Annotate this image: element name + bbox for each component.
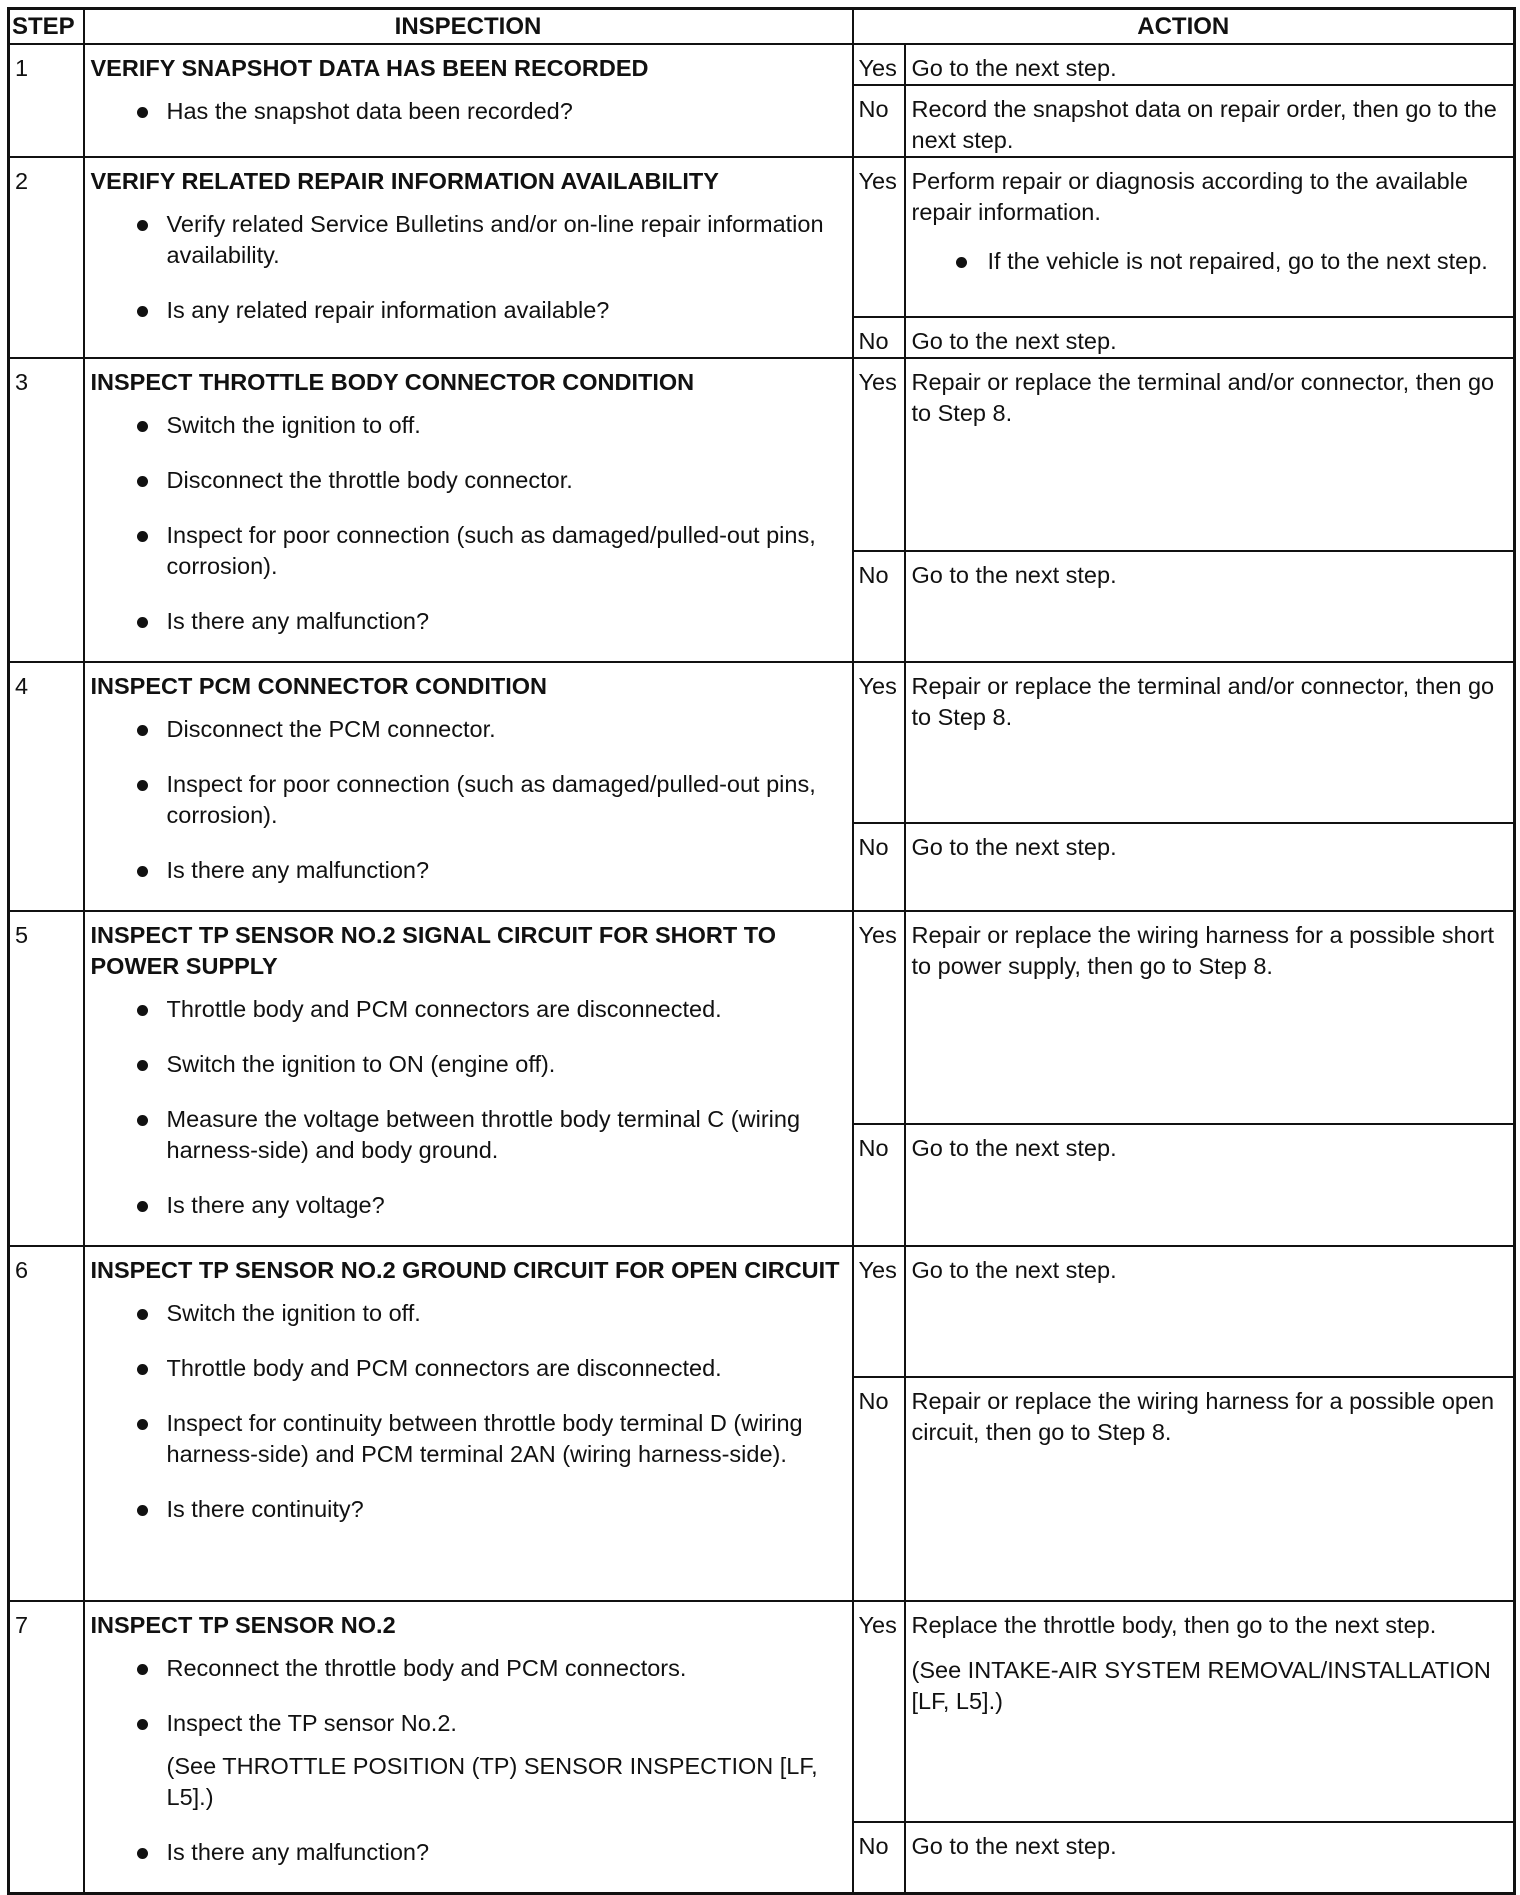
yes-action-cell (905, 1601, 1515, 1823)
inspection-bullet: Inspect for poor connection (such as damaged/pulled-out pins, corrosion). (91, 769, 842, 831)
inspection-bullet: Switch the ignition to off. (91, 1298, 842, 1329)
step-title: VERIFY RELATED REPAIR INFORMATION AVAILABILITY (90, 167, 719, 194)
bullet-icon (137, 1060, 148, 1071)
inspection-bullet: Throttle body and PCM connectors are disconnected. (91, 994, 842, 1025)
step-1-yes-row (9, 44, 1515, 85)
no-action: Repair or replace the wiring harness for a possible open circuit, then go to Step 8. (905, 1377, 1515, 1601)
bullet-icon (137, 1664, 148, 1675)
diagnostic-procedure-table (7, 7, 1516, 1895)
step-title: INSPECT PCM CONNECTOR CONDITION (90, 672, 548, 699)
bullet-icon (137, 1005, 148, 1016)
bullet-icon (137, 866, 148, 877)
yes-label: Yes (853, 911, 905, 1125)
inspection-bullet: Is there continuity? (91, 1494, 842, 1525)
inspection-bullet: Has the snapshot data been recorded? (91, 96, 842, 127)
step-number: 3 (9, 358, 84, 662)
inspection-bullet: Disconnect the PCM connector. (91, 714, 842, 745)
action-bullet: If the vehicle is not repaired, go to the next step. (912, 246, 1506, 277)
step-1-inspection (84, 44, 853, 157)
no-label: No (853, 85, 905, 157)
yes-action-cell (905, 157, 1515, 317)
yes-action: Repair or replace the terminal and/or connector, then go to Step 8. (905, 358, 1515, 551)
step-number: 5 (9, 911, 84, 1246)
step-4-inspection (84, 662, 853, 911)
inspection-bullet: Inspect the TP sensor No.2. (91, 1708, 842, 1739)
yes-action: Repair or replace the wiring harness for a possible short to power supply, then go to Step 8. (905, 911, 1515, 1125)
step-title: INSPECT TP SENSOR NO.2 SIGNAL CIRCUIT FOR SHORT TO POWER SUPPLY (90, 921, 776, 979)
bullet-icon (137, 1505, 148, 1516)
bullet-icon (137, 1719, 148, 1730)
step-number: 1 (9, 44, 84, 157)
inspection-bullet: Inspect for continuity between throttle body terminal D (wiring harness-side) and PCM terminal 2AN (wiring harness-side). (91, 1408, 842, 1470)
step-6-yes-row (9, 1246, 1515, 1377)
yes-action: Repair or replace the terminal and/or connector, then go to Step 8. (905, 662, 1515, 824)
no-action: Go to the next step. (905, 823, 1515, 910)
step-7-yes-row (9, 1601, 1515, 1823)
step-5-yes-row (9, 911, 1515, 1125)
step-5-inspection (84, 911, 853, 1246)
yes-label: Yes (853, 1601, 905, 1823)
step-2-yes-row (9, 157, 1515, 317)
inspection-bullet: Reconnect the throttle body and PCM connectors. (91, 1653, 842, 1684)
inspection-bullet: Measure the voltage between throttle body terminal C (wiring harness-side) and body ground. (91, 1104, 842, 1166)
step-title: INSPECT TP SENSOR NO.2 (90, 1611, 396, 1638)
header-action: ACTION (853, 9, 1515, 44)
inspection-bullet: Is there any malfunction? (91, 1837, 842, 1868)
no-label: No (853, 823, 905, 910)
step-number: 2 (9, 157, 84, 358)
yes-action: Go to the next step. (905, 44, 1515, 85)
bullet-icon (137, 1419, 148, 1430)
bullet-icon (137, 476, 148, 487)
step-6-inspection (84, 1246, 853, 1601)
yes-label: Yes (853, 157, 905, 317)
bullet-icon (137, 421, 148, 432)
no-label: No (853, 1822, 905, 1893)
step-number: 6 (9, 1246, 84, 1601)
header-inspection: INSPECTION (84, 9, 853, 44)
step-7-inspection (84, 1601, 853, 1894)
no-label: No (853, 1124, 905, 1245)
no-label: No (853, 317, 905, 358)
header-row (9, 9, 1515, 44)
inspection-bullet: Disconnect the throttle body connector. (91, 465, 842, 496)
yes-action: Replace the throttle body, then go to the next step. (911, 1611, 1437, 1638)
inspection-bullet: Is any related repair information available? (91, 295, 842, 326)
header-step: STEP (9, 9, 84, 44)
bullet-icon (137, 306, 148, 317)
bullet-icon (137, 220, 148, 231)
no-action: Go to the next step. (905, 551, 1515, 662)
no-label: No (853, 1377, 905, 1601)
yes-label: Yes (853, 662, 905, 824)
yes-action: Perform repair or diagnosis according to the available repair information. (911, 167, 1468, 225)
inspection-bullet: Is there any malfunction? (91, 855, 842, 886)
step-4-yes-row (9, 662, 1515, 824)
step-3-inspection (84, 358, 853, 662)
yes-action: Go to the next step. (905, 1246, 1515, 1377)
inspection-bullet: Inspect for poor connection (such as damaged/pulled-out pins, corrosion). (91, 520, 842, 582)
step-title: INSPECT THROTTLE BODY CONNECTOR CONDITION (90, 368, 695, 395)
inspection-bullet: Switch the ignition to ON (engine off). (91, 1049, 842, 1080)
step-number: 4 (9, 662, 84, 911)
bullet-icon (956, 257, 967, 268)
no-action: Record the snapshot data on repair order, then go to the next step. (905, 85, 1515, 157)
step-title: INSPECT TP SENSOR NO.2 GROUND CIRCUIT FOR OPEN CIRCUIT (90, 1256, 840, 1283)
step-2-inspection (84, 157, 853, 358)
yes-label: Yes (853, 1246, 905, 1377)
step-number: 7 (9, 1601, 84, 1894)
bullet-icon (137, 1848, 148, 1859)
no-label: No (853, 551, 905, 662)
bullet-icon (137, 780, 148, 791)
inspection-bullet: Is there any voltage? (91, 1190, 842, 1221)
bullet-icon (137, 1201, 148, 1212)
bullet-icon (137, 1364, 148, 1375)
bullet-icon (137, 531, 148, 542)
bullet-icon (137, 617, 148, 628)
bullet-icon (137, 725, 148, 736)
yes-label: Yes (853, 44, 905, 85)
step-title: VERIFY SNAPSHOT DATA HAS BEEN RECORDED (90, 54, 649, 81)
inspection-bullet: Throttle body and PCM connectors are disconnected. (91, 1353, 842, 1384)
no-action: Go to the next step. (905, 1124, 1515, 1245)
no-action: Go to the next step. (905, 317, 1515, 358)
action-reference-note: (See INTAKE-AIR SYSTEM REMOVAL/INSTALLATION [LF, L5].) (911, 1656, 1491, 1714)
bullet-icon (137, 107, 148, 118)
bullet-icon (137, 1309, 148, 1320)
yes-label: Yes (853, 358, 905, 551)
inspection-bullet: Is there any malfunction? (91, 606, 842, 637)
inspection-bullet: Verify related Service Bulletins and/or on-line repair information availability. (91, 209, 842, 271)
inspection-reference-note: (See THROTTLE POSITION (TP) SENSOR INSPECTION [LF, L5].) (166, 1752, 818, 1810)
step-3-yes-row (9, 358, 1515, 551)
inspection-bullet: Switch the ignition to off. (91, 410, 842, 441)
no-action: Go to the next step. (905, 1822, 1515, 1893)
bullet-icon (137, 1115, 148, 1126)
